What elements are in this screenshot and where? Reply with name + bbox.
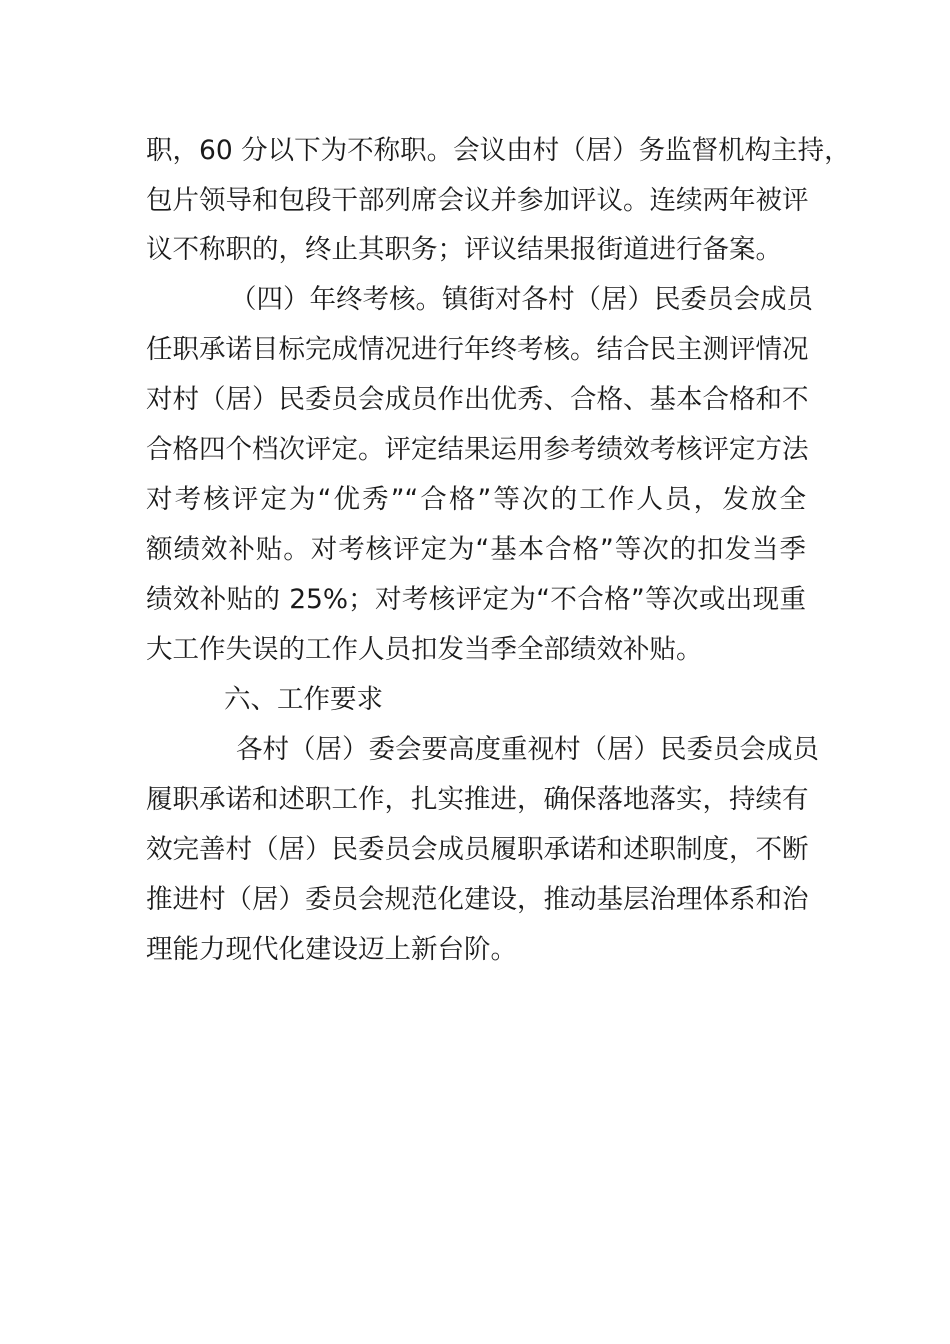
paragraph-line: 额绩效补贴。对考核评定为“基本合格”等次的扣发当季 xyxy=(146,534,806,565)
paragraph-line: 职，60 分以下为不称职。会议由村（居）务监督机构主持， xyxy=(146,135,851,166)
section-heading: 六、工作要求 xyxy=(224,684,383,715)
paragraph-line: 任职承诺目标完成情况进行年终考核。结合民主测评情况 xyxy=(146,334,809,365)
paragraph-line: 各村（居）委会要高度重视村（居）民委员会成员 xyxy=(236,734,819,765)
paragraph-line: 包片领导和包段干部列席会议并参加评议。连续两年被评 xyxy=(146,185,809,216)
paragraph-line: 理能力现代化建设迈上新台阶。 xyxy=(146,934,517,965)
paragraph-line: 议不称职的，终止其职务；评议结果报街道进行备案。 xyxy=(146,234,782,265)
paragraph-line: 对村（居）民委员会成员作出优秀、合格、基本合格和不 xyxy=(146,384,809,415)
paragraph-line: 合格四个档次评定。评定结果运用参考绩效考核评定方法 xyxy=(146,434,809,465)
paragraph-line: 对考核评定为“优秀”“合格”等次的工作人员，发放全 xyxy=(146,484,806,515)
paragraph-line: 绩效补贴的 25%；对考核评定为“不合格”等次或出现重 xyxy=(146,584,806,615)
paragraph-line: 大工作失误的工作人员扣发当季全部绩效补贴。 xyxy=(146,634,703,665)
paragraph-line: 推进村（居）委员会规范化建设，推动基层治理体系和治 xyxy=(146,884,809,915)
paragraph-line: 效完善村（居）民委员会成员履职承诺和述职制度，不断 xyxy=(146,834,809,865)
paragraph-line: （四）年终考核。镇街对各村（居）民委员会成员 xyxy=(230,284,813,315)
paragraph-line: 履职承诺和述职工作，扎实推进，确保落地落实，持续有 xyxy=(146,784,809,815)
